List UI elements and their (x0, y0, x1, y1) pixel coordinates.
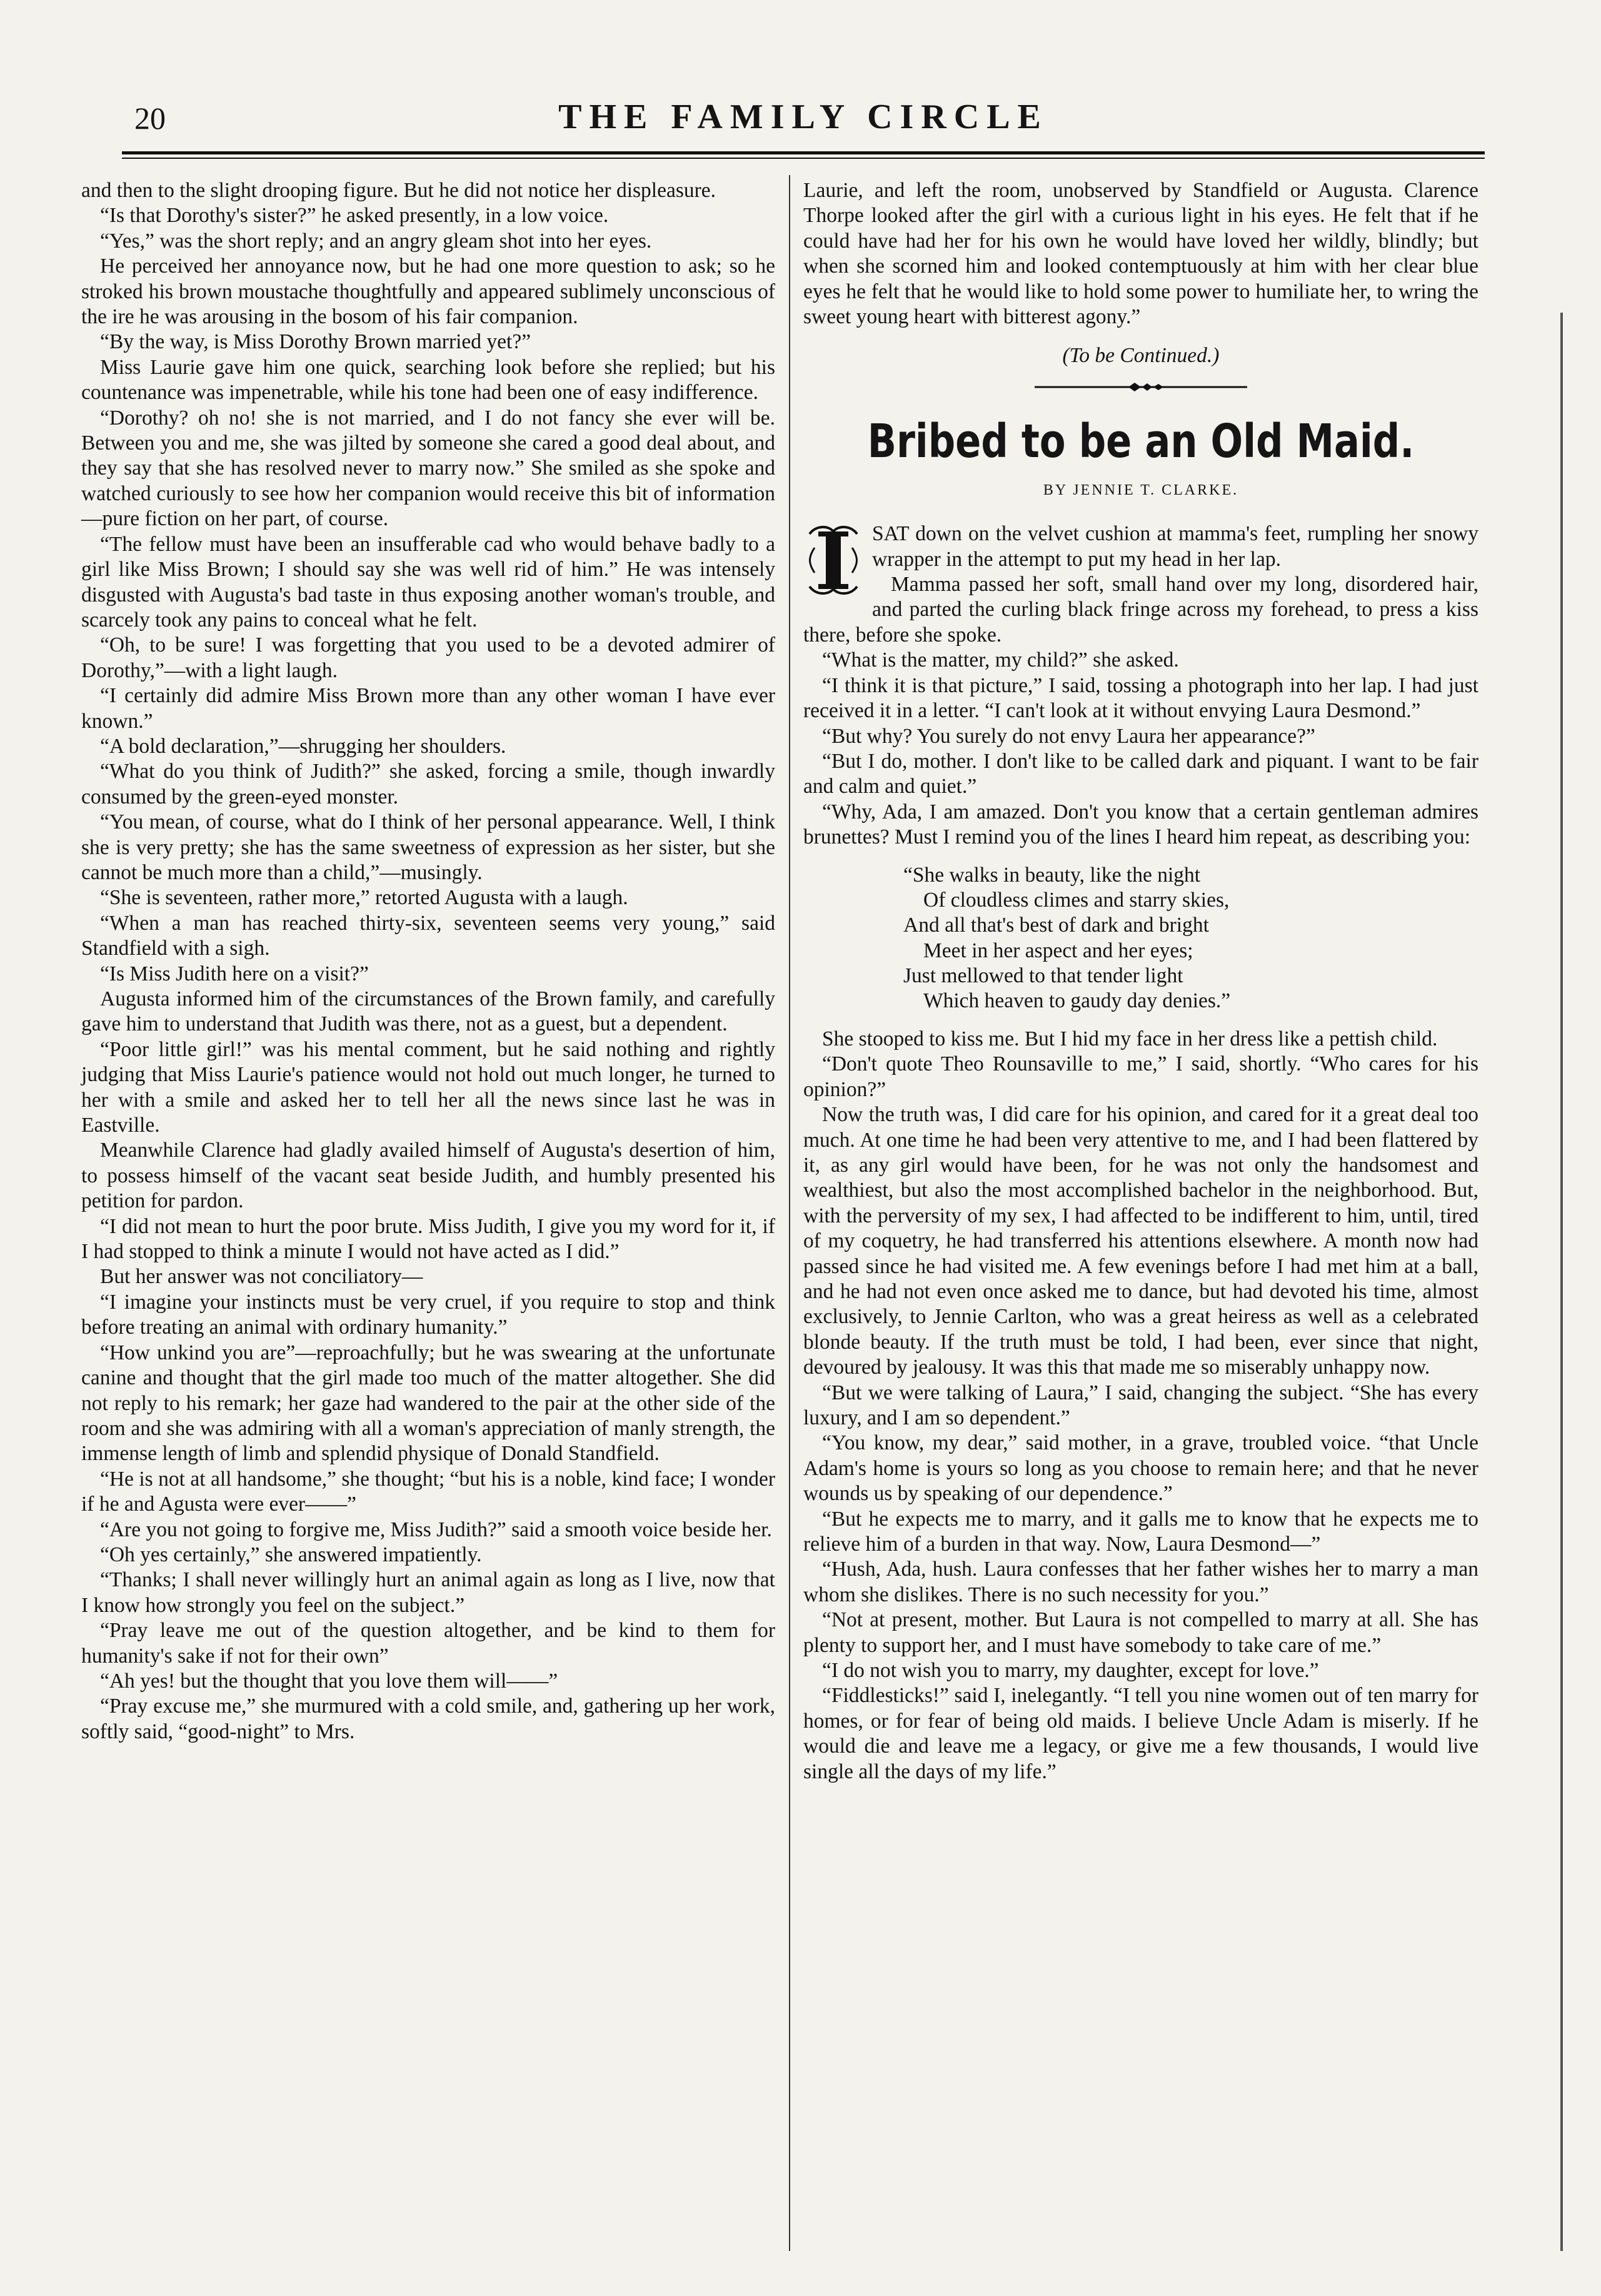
paragraph: “I imagine your instincts must be very cruel, if you require to stop and think before treating an animal with ordinary humanity.” (81, 1290, 775, 1339)
paragraph: “I did not mean to hurt the poor brute. Miss Judith, I give you my word for it, if I had stopped to think a minute I would not have acted as I did.” (81, 1214, 775, 1264)
paragraph: Miss Laurie gave him one quick, searching look before she replied; but his countenance was impenetrable, while his tone had been one of easy indifference. (81, 355, 775, 405)
ornament-divider (803, 378, 1478, 403)
paragraph: “Is that Dorothy's sister?” he asked presently, in a low voice. (100, 204, 609, 228)
paragraph: “He is not at all handsome,” she thought; “but his is a noble, kind face; I wonder if he and Agusta were ever——” (81, 1467, 775, 1516)
paragraph: “She is seventeen, rather more,” retorted Augusta with a laugh. (100, 886, 628, 910)
paragraph: She stooped to kiss me. But I hid my face in her dress like a pettish child. (822, 1027, 1438, 1050)
paragraph: “I certainly did admire Miss Brown more than any other woman I have ever known.” (81, 684, 775, 733)
paragraph: “Pray leave me out of the question altogether, and be kind to them for humanity's sake if not for their own” (81, 1619, 775, 1668)
ornament-rule-icon (1035, 378, 1247, 396)
paragraph: “Why, Ada, I am amazed. Don't you know that a certain gentleman admires brunettes? Must I remind you of the lines I heard him repeat, as describing you: (803, 800, 1478, 849)
running-title: THE FAMILY CIRCLE (558, 98, 1048, 136)
page-number: 20 (134, 101, 166, 136)
poem-quote (903, 863, 1478, 1014)
paragraph: “Fiddlesticks!” said I, inelegantly. “I tell you nine women out of ten marry for homes, or for fear of being old maids. I believe Uncle Adam is miserly. If he would die and leave me a legacy, or give me a few thousands, I would live single all the days of my life.” (803, 1684, 1478, 1783)
paragraph: Laurie, and left the room, unobserved by Standfield or Augusta. Clarence Thorpe looked after the girl with a curious light in his eyes. He felt that if he could have had her for his own he would have loved her wildly, blindly; but when she scorned him and looked contemptuously at him with her clear blue eyes he felt that he would like to hold some power to humiliate her, to wring the sweet young heart with bitterest agony.” (803, 179, 1478, 329)
paragraph: “How unkind you are”—reproachfully; but he was swearing at the unfortunate canine and thought that the girl made too much of the matter altogether. She did not reply to his remark; her gaze had wandered to the pair at the other side of the room and she was admiring with all a woman's appreciation of manly strength, the immense length of limb and splendid physique of Donald Standfield. (81, 1341, 775, 1466)
paragraph: “Poor little girl!” was his mental comment, but he said nothing and rightly judging that Miss Laurie's patience would not hold out much longer, he turned to her with a smile and asked her to tell her all the news since last he was in Eastville. (81, 1037, 775, 1137)
paragraph: “By the way, is Miss Dorothy Brown married yet?” (100, 330, 531, 354)
paragraph: “Hush, Ada, hush. Laura confesses that her father wishes her to marry a man whom she dislikes. There is no such necessity for you.” (803, 1558, 1478, 1606)
paragraph: But her answer was not conciliatory— (100, 1265, 423, 1289)
paragraph: and then to the slight drooping figure. But he did not notice her displeasure. (81, 179, 716, 202)
paragraph: “Don't quote Theo Rounsaville to me,” I said, shortly. “Who cares for his opinion?” (803, 1052, 1478, 1101)
paragraph: “Dorothy? oh no! she is not married, and I do not fancy she ever will be. Between you and me, she was jilted by someone she cared a good deal about, and they say that she has resolved never to marry now.” She smiled as she spoke and watched curiously to see how her companion would receive this bit of information—pure fiction on her part, of course. (81, 406, 775, 531)
poem-line: “She walks in beauty, like the night (903, 863, 1201, 887)
paragraph: “But why? You surely do not envy Laura her appearance?” (822, 724, 1315, 748)
page-edge-shadow (1560, 313, 1563, 2251)
paragraph: “What is the matter, my child?” she asked. (822, 648, 1179, 672)
continued-note: (To be Continued.) (1062, 344, 1220, 368)
drop-cap-icon (803, 523, 863, 598)
paragraph: “But I do, mother. I don't like to be called dark and piquant. I want to be fair and calm and quiet.” (803, 749, 1478, 798)
story-byline: BY JENNIE T. CLARKE. (1043, 481, 1239, 498)
paragraph: He perceived her annoyance now, but he had one more question to ask; so he stroked his brown moustache thoughtfully and appeared sublimely unconscious of the ire he was arousing in the bosom of his fair companion. (81, 254, 775, 329)
paragraph: “I do not wish you to marry, my daughter, except for love.” (822, 1659, 1319, 1683)
paragraph: “Are you not going to forgive me, Miss Judith?” said a smooth voice beside her. (100, 1518, 772, 1541)
page-header (122, 94, 1485, 150)
paragraph: “What do you think of Judith?” she asked, forcing a smile, though inwardly consumed by the green-eyed monster. (81, 760, 775, 808)
opening-paragraph (803, 521, 1478, 572)
poem-line: Just mellowed to that tender light (903, 964, 1183, 988)
paragraph: “But we were talking of Laura,” I said, changing the subject. “She has every luxury, and I am so dependent.” (803, 1381, 1478, 1429)
poem-line: Of cloudless climes and starry skies, (923, 888, 1230, 912)
paragraph: “Yes,” was the short reply; and an angry gleam shot into her eyes. (100, 229, 652, 253)
paragraph: “Thanks; I shall never willingly hurt an animal again as long as I live, now that I know how strongly you feel on the subject.” (81, 1568, 775, 1617)
paragraph: “The fellow must have been an insufferable cad who would behave badly to a girl like Miss Brown; I should say she was well rid of him.” He was intensely disgusted with Augusta's bad taste in thus exposing another woman's trouble, and scarcely took any pains to conceal what he felt. (81, 532, 775, 632)
paragraph: “You mean, of course, what do I think of her personal appearance. Well, I think she is very pretty; she has the same sweetness of expression as her sister, but she cannot be much more than a child,”—musingly. (81, 810, 775, 884)
paragraph: Augusta informed him of the circumstances of the Brown family, and carefully gave him to understand that Judith was there, not as a guest, but a dependent. (81, 987, 775, 1036)
paragraph: SAT down on the velvet cushion at mamma's feet, rumpling her snowy wrapper in the attempt to put my head in her lap. (872, 522, 1478, 571)
paragraph: Now the truth was, I did care for his opinion, and cared for it a great deal too much. At one time he had been very attentive to me, and I had been flattered by it, as any girl would have been, for he was not only the handsomest and wealthiest, but also the most accomplished bachelor in the neighborhood. But, with the perversity of my sex, I had affected to be indifferent to him, until, tired of my coquetry, he had transferred his attentions elsewhere. A month now had passed since he had visited me. A few evenings before I had met him at a ball, and he had not even once asked me to dance, but had devoted his time, almost exclusively, to Jennie Carlton, who was a great heiress as well as a celebrated blonde beauty. If the truth must be told, I had been, ever since that night, devoured by jealousy. It was this that made me so miserably unhappy now. (803, 1103, 1478, 1379)
poem-line: Meet in her aspect and her eyes; (923, 939, 1193, 962)
paragraph: “When a man has reached thirty-six, seventeen seems very young,” said Standfield with a sigh. (81, 911, 775, 960)
paragraph: “Pray excuse me,” she murmured with a cold smile, and, gathering up her work, softly said, “good-night” to Mrs. (81, 1694, 775, 1743)
poem-line: Which heaven to gaudy day denies.” (923, 989, 1231, 1013)
right-column (803, 178, 1478, 1785)
paragraph: “Is Miss Judith here on a visit?” (100, 962, 369, 985)
header-rule-thin (122, 158, 1485, 159)
paragraph: “Oh yes certainly,” she answered impatiently. (100, 1543, 482, 1566)
column-divider (789, 175, 790, 2251)
paragraph: Meanwhile Clarence had gladly availed himself of Augusta's desertion of him, to possess himself of the vacant seat beside Judith, and humbly presented his petition for pardon. (81, 1139, 775, 1213)
paragraph: “A bold declaration,”—shrugging her shoulders. (100, 734, 506, 758)
paragraph: “I think it is that picture,” I said, tossing a photograph into her lap. I had just received it in a letter. “I can't look at it without envying Laura Desmond.” (803, 673, 1478, 723)
paragraph: “Ah yes! but the thought that you love them will——” (100, 1669, 558, 1693)
header-rule-thick (122, 151, 1485, 154)
paragraph: “You know, my dear,” said mother, in a grave, troubled voice. “that Uncle Adam's home is yours so long as you choose to remain here; and that he never wounds us by speaking of our dependence.” (803, 1431, 1478, 1506)
paragraph: Mamma passed her soft, small hand over my long, disordered hair, and parted the curling black fringe across my forehead, to press a kiss there, before she spoke. (803, 573, 1478, 647)
poem-line: And all that's best of dark and bright (903, 914, 1209, 937)
story-title: Bribed to be an Old Maid. (867, 414, 1415, 468)
left-column (81, 178, 775, 1745)
paragraph: “But he expects me to marry, and it galls me to know that he expects me to relieve him of a burden in that way. Now, Laura Desmond—” (803, 1507, 1478, 1556)
paragraph: “Not at present, mother. But Laura is not compelled to marry at all. She has plenty to support her, and I must have somebody to take care of me.” (803, 1608, 1478, 1657)
paragraph: “Oh, to be sure! I was forgetting that you used to be a devoted admirer of Dorothy,”—with a light laugh. (81, 633, 775, 682)
